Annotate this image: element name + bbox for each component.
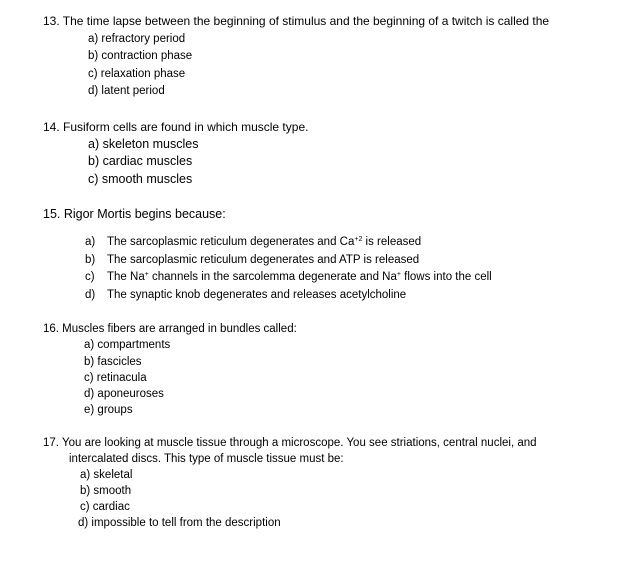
superscript: + bbox=[396, 271, 401, 278]
superscript: + bbox=[144, 271, 149, 278]
question-17-stem-line-2: intercalated discs. This type of muscle tissue must be: bbox=[69, 453, 344, 465]
question-14-option-b: b) cardiac muscles bbox=[88, 154, 193, 168]
question-17-option-d: d) impossible to tell from the description bbox=[78, 517, 281, 529]
question-16-option-e: e) groups bbox=[84, 404, 133, 416]
question-13-option-a: a) refractory period bbox=[88, 33, 186, 45]
question-16-option-b: b) fascicles bbox=[84, 356, 142, 368]
question-16-option-d: d) aponeuroses bbox=[84, 388, 164, 400]
option-text: channels in the sarcolemma degenerate and Na bbox=[148, 271, 397, 283]
question-15-option-c bbox=[85, 271, 492, 283]
option-letter: a) bbox=[85, 236, 96, 248]
option-text: The synaptic knob degenerates and releases acetylcholine bbox=[107, 289, 407, 301]
question-13-option-b: b) contraction phase bbox=[88, 50, 193, 62]
question-16-option-c: c) retinacula bbox=[84, 372, 147, 384]
option-letter: b) bbox=[85, 254, 96, 266]
option-text: The sarcoplasmic reticulum degenerates and ATP is released bbox=[107, 254, 420, 266]
question-15-option-b bbox=[85, 254, 419, 266]
question-15-option-d bbox=[85, 289, 406, 301]
question-17-stem-line-1: 17. You are looking at muscle tissue through a microscope. You see striations, central nuclei, and bbox=[43, 437, 537, 449]
question-16-stem: 16. Muscles fibers are arranged in bundles called: bbox=[43, 323, 297, 335]
option-text: The Na bbox=[107, 271, 145, 283]
question-13-stem: 13. The time lapse between the beginning of stimulus and the beginning of a twitch is called the bbox=[43, 14, 550, 28]
question-14-option-a: a) skeleton muscles bbox=[88, 137, 199, 151]
option-text: is released bbox=[362, 236, 422, 248]
question-17-option-a: a) skeletal bbox=[80, 469, 133, 481]
question-13-option-d: d) latent period bbox=[88, 85, 165, 97]
option-letter: c) bbox=[85, 271, 95, 283]
question-17-option-c: c) cardiac bbox=[80, 501, 130, 513]
question-15-stem: 15. Rigor Mortis begins because: bbox=[43, 207, 226, 221]
question-14-stem: 14. Fusiform cells are found in which muscle type. bbox=[43, 120, 309, 134]
question-16-option-a: a) compartments bbox=[84, 339, 171, 351]
option-letter: d) bbox=[85, 289, 96, 301]
question-14-option-c: c) smooth muscles bbox=[88, 172, 193, 186]
option-text: The sarcoplasmic reticulum degenerates and Ca bbox=[107, 236, 355, 248]
option-text: flows into the cell bbox=[400, 271, 492, 283]
superscript: +2 bbox=[354, 236, 363, 243]
question-17-option-b: b) smooth bbox=[80, 485, 132, 497]
question-15-option-a bbox=[85, 236, 421, 248]
question-13-option-c: c) relaxation phase bbox=[88, 68, 186, 80]
